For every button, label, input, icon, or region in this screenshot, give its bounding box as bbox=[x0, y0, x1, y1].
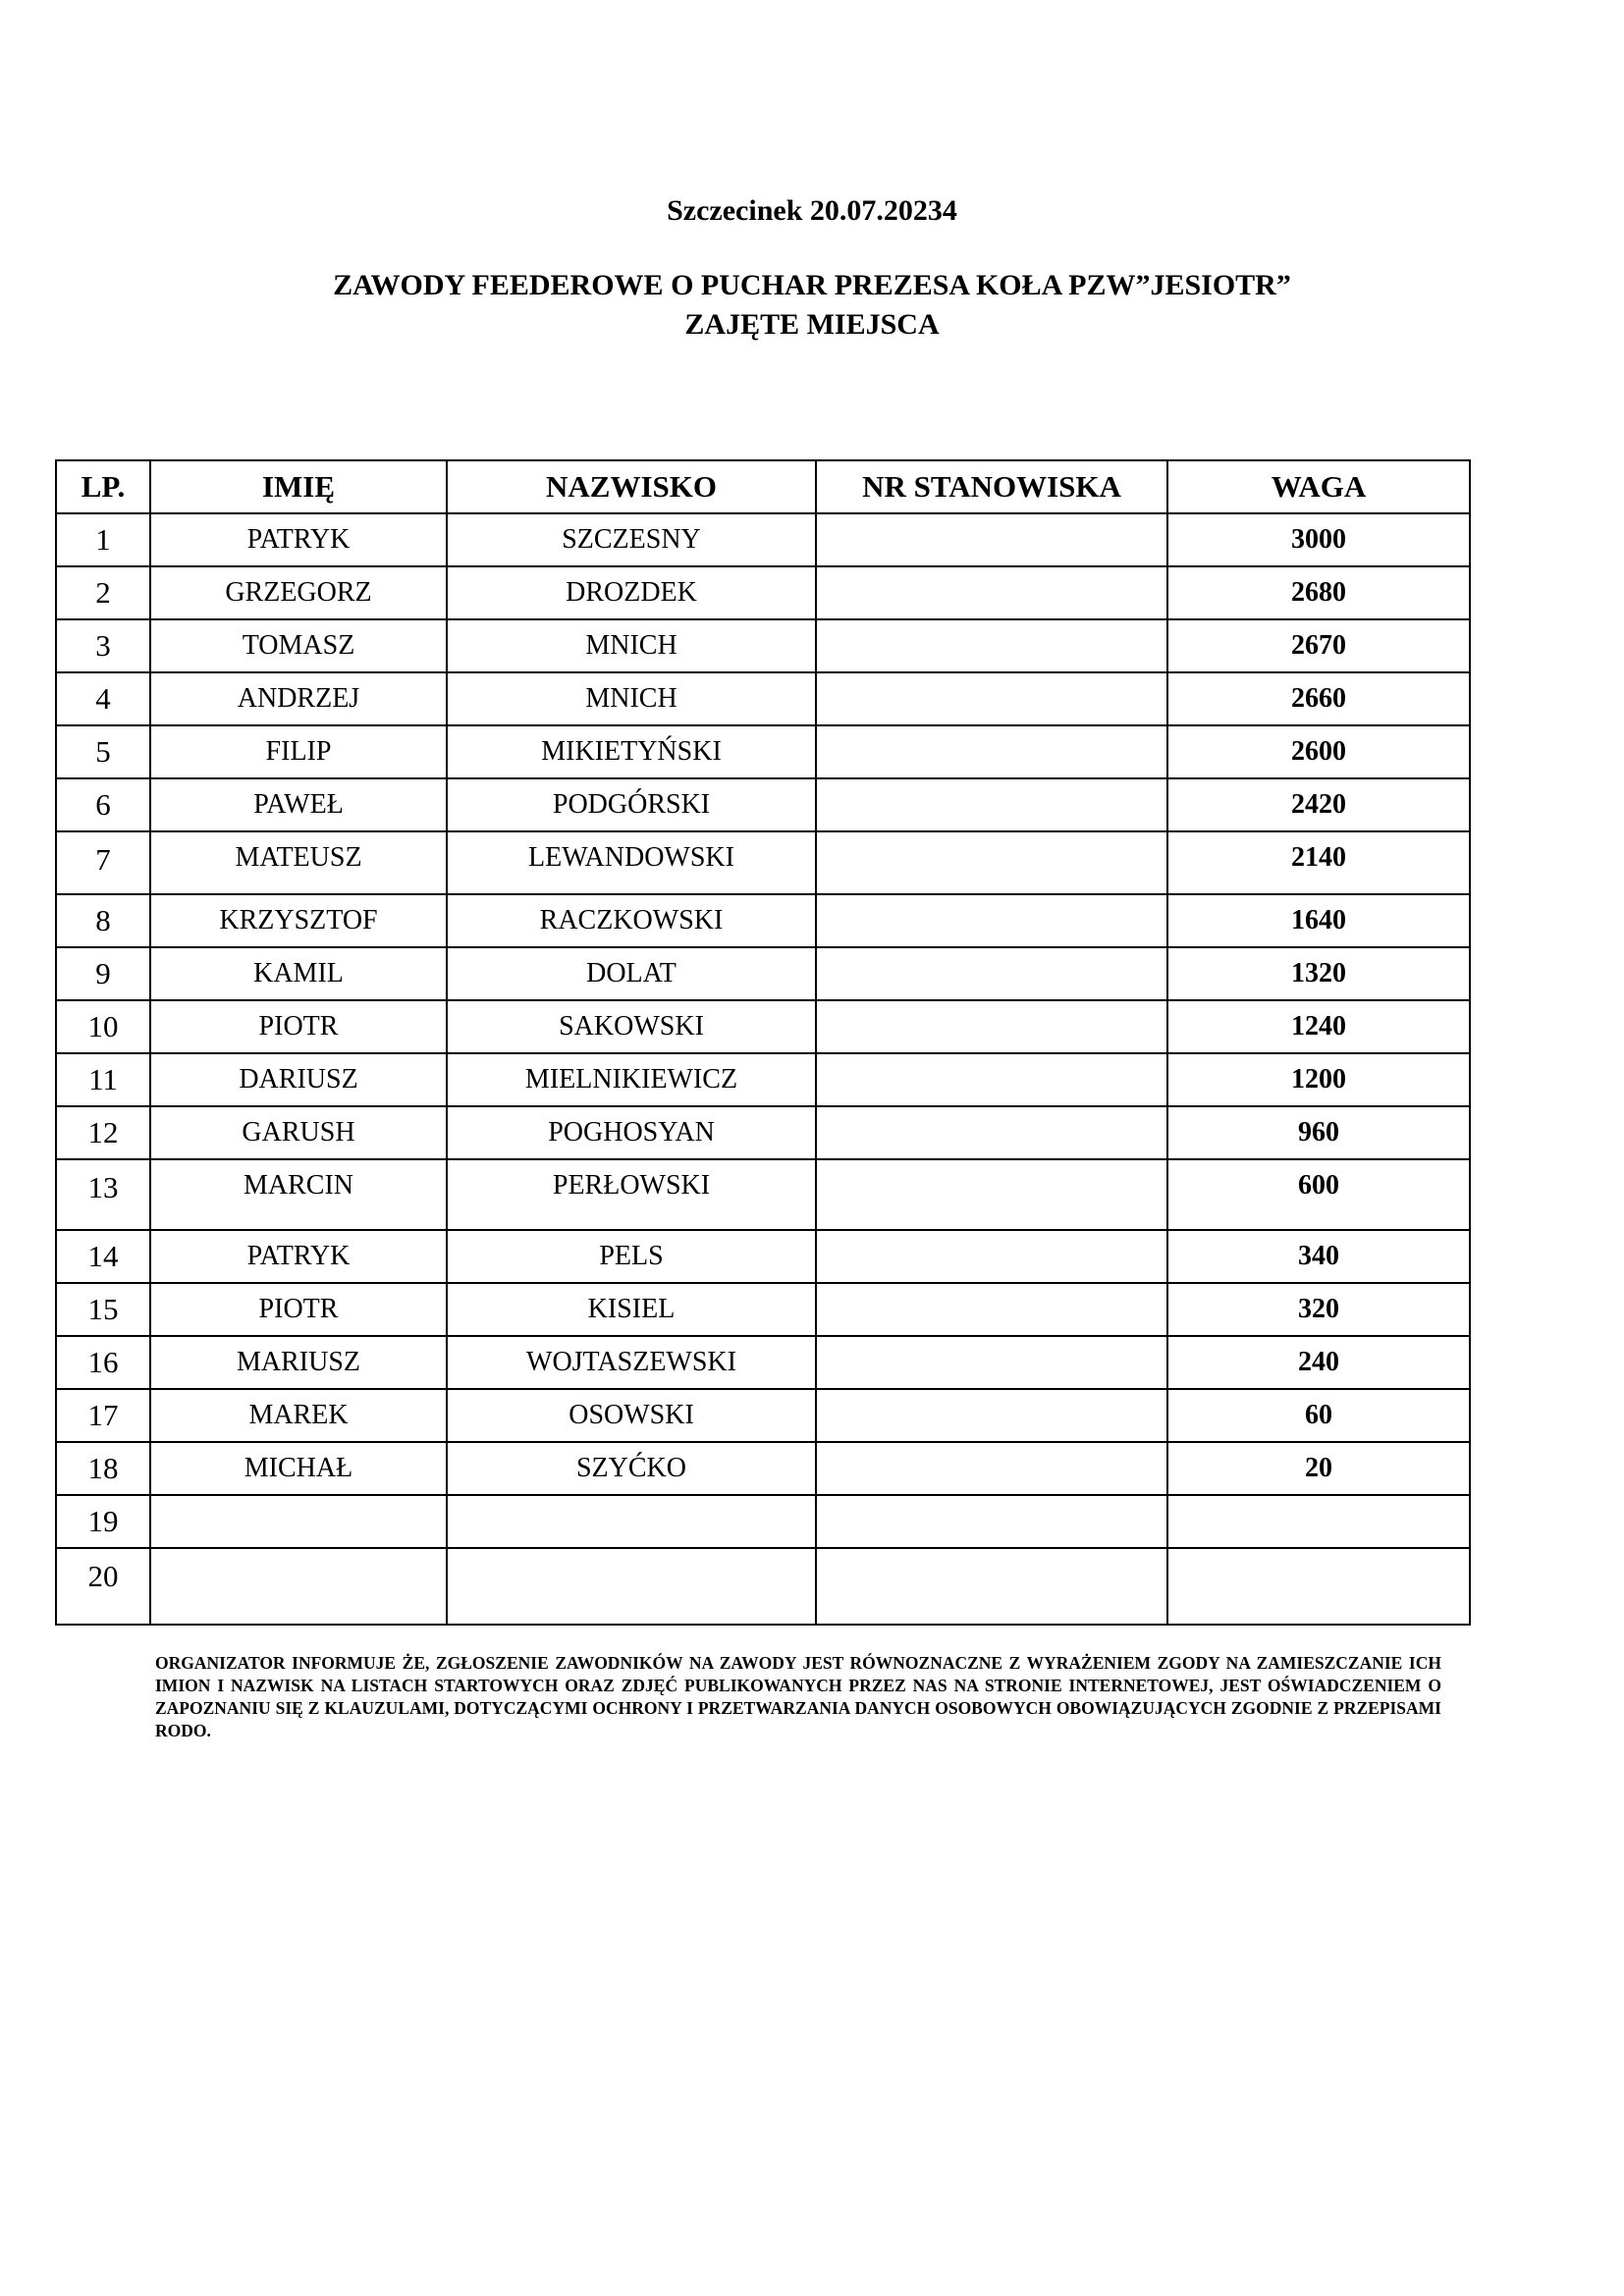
table-row bbox=[56, 1442, 1470, 1495]
table-row bbox=[56, 513, 1470, 566]
cell-lp: 5 bbox=[56, 725, 150, 778]
cell-imie: KRZYSZTOF bbox=[150, 894, 447, 947]
cell-lp: 15 bbox=[56, 1283, 150, 1336]
table-row bbox=[56, 831, 1470, 894]
cell-waga: 3000 bbox=[1167, 513, 1470, 566]
table-row bbox=[56, 1159, 1470, 1230]
cell-nr-stanowiska bbox=[816, 1159, 1167, 1230]
cell-nr-stanowiska bbox=[816, 894, 1167, 947]
cell-lp: 6 bbox=[56, 778, 150, 831]
cell-imie: PIOTR bbox=[150, 1000, 447, 1053]
cell-imie: PATRYK bbox=[150, 1230, 447, 1283]
cell-lp: 4 bbox=[56, 672, 150, 725]
cell-nr-stanowiska bbox=[816, 1389, 1167, 1442]
cell-lp: 17 bbox=[56, 1389, 150, 1442]
results-table bbox=[55, 459, 1471, 1626]
cell-nr-stanowiska bbox=[816, 566, 1167, 619]
cell-imie: MARCIN bbox=[150, 1159, 447, 1230]
cell-nazwisko: LEWANDOWSKI bbox=[447, 831, 816, 894]
table-row bbox=[56, 1000, 1470, 1053]
cell-nazwisko: KISIEL bbox=[447, 1283, 816, 1336]
table-row bbox=[56, 778, 1470, 831]
cell-waga: 1640 bbox=[1167, 894, 1470, 947]
cell-nr-stanowiska bbox=[816, 1336, 1167, 1389]
cell-nr-stanowiska bbox=[816, 831, 1167, 894]
column-header-waga: WAGA bbox=[1167, 460, 1470, 513]
cell-lp: 19 bbox=[56, 1495, 150, 1548]
cell-nazwisko: RACZKOWSKI bbox=[447, 894, 816, 947]
cell-nr-stanowiska bbox=[816, 1442, 1167, 1495]
cell-nazwisko: SAKOWSKI bbox=[447, 1000, 816, 1053]
cell-waga: 2680 bbox=[1167, 566, 1470, 619]
cell-lp: 18 bbox=[56, 1442, 150, 1495]
cell-nr-stanowiska bbox=[816, 672, 1167, 725]
footer-note: ORGANIZATOR INFORMUJE ŻE, ZGŁOSZENIE ZAWODNIKÓW NA ZAWODY JEST RÓWNOZNACZNE Z WYRAŻENIEM ZGODY NA ZAMIESZCZANIE ICH IMION I NAZWISK NA LISTACH STARTOWYCH ORAZ ZDJĘĆ PUBLIKOWANYCH PRZEZ NAS NA STRONIE INTERNETOWEJ, JEST OŚWIADCZENIEM O ZAPOZNANIU SIĘ Z KLAUZULAMI, DOTYCZĄCYMI OCHRONY I PRZETWARZANIA DANYCH OSOBOWYCH OBOWIĄZUJĄCYCH ZGODNIE Z PRZEPISAMI RODO. bbox=[155, 1653, 1441, 1740]
cell-waga: 2660 bbox=[1167, 672, 1470, 725]
column-header-lp: LP. bbox=[56, 460, 150, 513]
cell-nazwisko: SZYĆKO bbox=[447, 1442, 816, 1495]
table-row bbox=[56, 566, 1470, 619]
cell-nr-stanowiska bbox=[816, 1053, 1167, 1106]
cell-lp: 14 bbox=[56, 1230, 150, 1283]
cell-waga: 240 bbox=[1167, 1336, 1470, 1389]
cell-nazwisko: PODGÓRSKI bbox=[447, 778, 816, 831]
column-header-imie: IMIĘ bbox=[150, 460, 447, 513]
cell-lp: 13 bbox=[56, 1159, 150, 1230]
cell-lp: 1 bbox=[56, 513, 150, 566]
cell-imie: PIOTR bbox=[150, 1283, 447, 1336]
cell-waga: 60 bbox=[1167, 1389, 1470, 1442]
cell-nazwisko: MIKIETYŃSKI bbox=[447, 725, 816, 778]
table-row bbox=[56, 1336, 1470, 1389]
cell-waga: 2670 bbox=[1167, 619, 1470, 672]
cell-lp: 9 bbox=[56, 947, 150, 1000]
cell-nazwisko bbox=[447, 1495, 816, 1548]
table-row bbox=[56, 1495, 1470, 1548]
cell-imie: MARIUSZ bbox=[150, 1336, 447, 1389]
cell-nazwisko: SZCZESNY bbox=[447, 513, 816, 566]
table-row bbox=[56, 894, 1470, 947]
cell-imie: DARIUSZ bbox=[150, 1053, 447, 1106]
cell-waga: 2420 bbox=[1167, 778, 1470, 831]
cell-imie: PAWEŁ bbox=[150, 778, 447, 831]
cell-nazwisko: MNICH bbox=[447, 619, 816, 672]
cell-waga: 340 bbox=[1167, 1230, 1470, 1283]
cell-imie: TOMASZ bbox=[150, 619, 447, 672]
results-table-body bbox=[56, 513, 1470, 1625]
table-row bbox=[56, 1389, 1470, 1442]
cell-imie bbox=[150, 1495, 447, 1548]
cell-nr-stanowiska bbox=[816, 1283, 1167, 1336]
cell-nazwisko: DOLAT bbox=[447, 947, 816, 1000]
cell-lp: 2 bbox=[56, 566, 150, 619]
cell-lp: 3 bbox=[56, 619, 150, 672]
cell-lp: 7 bbox=[56, 831, 150, 894]
column-header-nr-stanowiska: NR STANOWISKA bbox=[816, 460, 1167, 513]
cell-lp: 11 bbox=[56, 1053, 150, 1106]
cell-lp: 12 bbox=[56, 1106, 150, 1159]
cell-imie: FILIP bbox=[150, 725, 447, 778]
cell-nr-stanowiska bbox=[816, 947, 1167, 1000]
document-subtitle: ZAJĘTE MIEJSCA bbox=[684, 308, 940, 341]
cell-nr-stanowiska bbox=[816, 1106, 1167, 1159]
cell-imie: ANDRZEJ bbox=[150, 672, 447, 725]
table-row bbox=[56, 1230, 1470, 1283]
cell-imie: PATRYK bbox=[150, 513, 447, 566]
cell-nazwisko: MIELNIKIEWICZ bbox=[447, 1053, 816, 1106]
cell-nr-stanowiska bbox=[816, 619, 1167, 672]
cell-waga: 20 bbox=[1167, 1442, 1470, 1495]
cell-nazwisko: PELS bbox=[447, 1230, 816, 1283]
cell-imie: MAREK bbox=[150, 1389, 447, 1442]
cell-nr-stanowiska bbox=[816, 513, 1167, 566]
cell-nazwisko bbox=[447, 1548, 816, 1625]
document-title: ZAWODY FEEDEROWE O PUCHAR PREZESA KOŁA PZW”JESIOTR” bbox=[333, 269, 1291, 301]
cell-nr-stanowiska bbox=[816, 778, 1167, 831]
cell-nr-stanowiska bbox=[816, 1495, 1167, 1548]
table-row bbox=[56, 1283, 1470, 1336]
cell-waga: 600 bbox=[1167, 1159, 1470, 1230]
cell-lp: 10 bbox=[56, 1000, 150, 1053]
table-row bbox=[56, 725, 1470, 778]
cell-nazwisko: WOJTASZEWSKI bbox=[447, 1336, 816, 1389]
table-row bbox=[56, 1548, 1470, 1625]
cell-waga: 1320 bbox=[1167, 947, 1470, 1000]
cell-imie: KAMIL bbox=[150, 947, 447, 1000]
table-header-row bbox=[56, 460, 1470, 513]
cell-imie: MATEUSZ bbox=[150, 831, 447, 894]
cell-waga: 1200 bbox=[1167, 1053, 1470, 1106]
cell-waga bbox=[1167, 1495, 1470, 1548]
cell-nazwisko: MNICH bbox=[447, 672, 816, 725]
cell-nr-stanowiska bbox=[816, 725, 1167, 778]
table-row bbox=[56, 619, 1470, 672]
cell-imie bbox=[150, 1548, 447, 1625]
cell-waga bbox=[1167, 1548, 1470, 1625]
cell-nr-stanowiska bbox=[816, 1548, 1167, 1625]
cell-nazwisko: OSOWSKI bbox=[447, 1389, 816, 1442]
cell-lp: 16 bbox=[56, 1336, 150, 1389]
table-row bbox=[56, 672, 1470, 725]
cell-waga: 2140 bbox=[1167, 831, 1470, 894]
cell-waga: 1240 bbox=[1167, 1000, 1470, 1053]
table-row bbox=[56, 1053, 1470, 1106]
cell-nr-stanowiska bbox=[816, 1230, 1167, 1283]
cell-nazwisko: PERŁOWSKI bbox=[447, 1159, 816, 1230]
column-header-nazwisko: NAZWISKO bbox=[447, 460, 816, 513]
cell-waga: 2600 bbox=[1167, 725, 1470, 778]
cell-imie: MICHAŁ bbox=[150, 1442, 447, 1495]
cell-nazwisko: DROZDEK bbox=[447, 566, 816, 619]
document-date: Szczecinek 20.07.20234 bbox=[667, 194, 957, 227]
table-row bbox=[56, 1106, 1470, 1159]
cell-lp: 20 bbox=[56, 1548, 150, 1625]
cell-waga: 320 bbox=[1167, 1283, 1470, 1336]
cell-waga: 960 bbox=[1167, 1106, 1470, 1159]
cell-lp: 8 bbox=[56, 894, 150, 947]
cell-imie: GRZEGORZ bbox=[150, 566, 447, 619]
cell-nazwisko: POGHOSYAN bbox=[447, 1106, 816, 1159]
cell-nr-stanowiska bbox=[816, 1000, 1167, 1053]
cell-imie: GARUSH bbox=[150, 1106, 447, 1159]
table-row bbox=[56, 947, 1470, 1000]
